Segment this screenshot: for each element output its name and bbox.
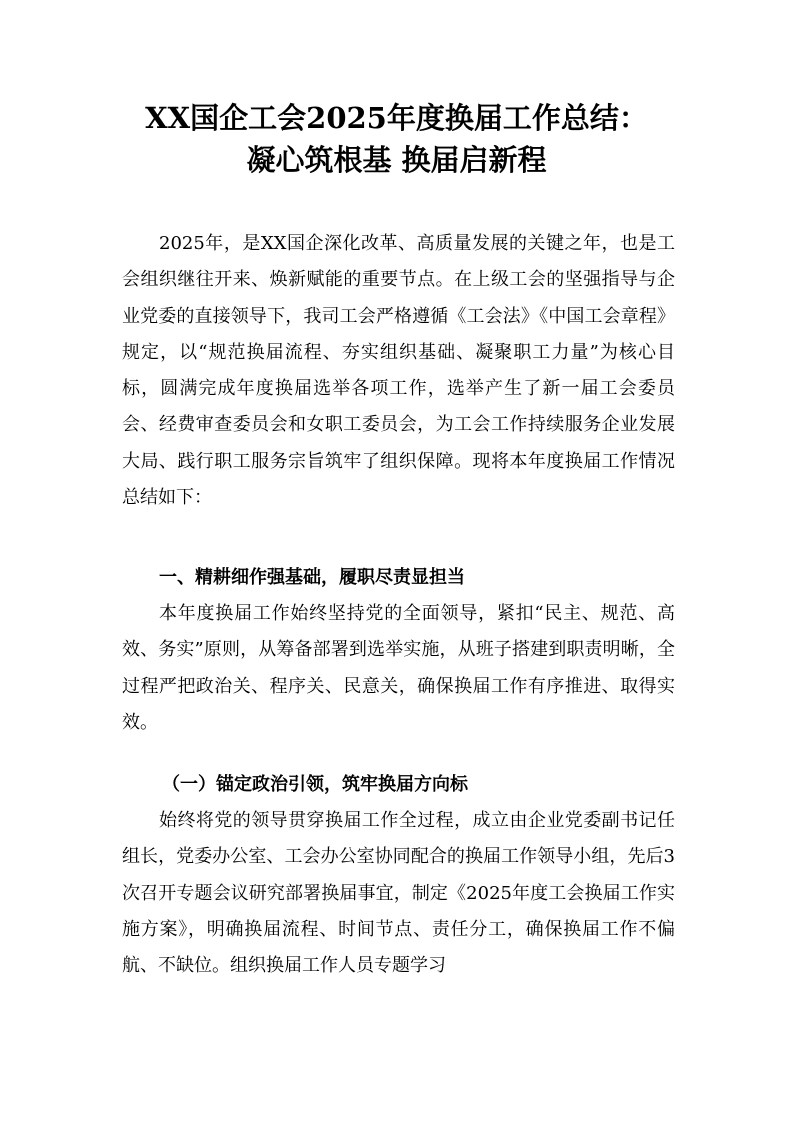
subsection-1-heading: （一）锚定政治引领，筑牢换届方向标 <box>162 774 468 795</box>
document-title-line-1: XX国企工会2025年度换届工作总结： <box>145 101 648 135</box>
section-1-paragraph: 本年度换届工作始终坚持党的全面领导，紧扣“民主、规范、高效、务实”原则，从筹备部署到选举实施，从班子搭建到职责明晰，全过程严把政治关、程序关、民意关，确保换届工作有序推进、取得实效。 <box>122 603 675 733</box>
document-title-line-2: 凝心筑根基 换届启新程 <box>246 143 547 177</box>
subsection-1-paragraph: 始终将党的领导贯穿换届工作全过程，成立由企业党委副书记任组长，党委办公室、工会办公室协同配合的换届工作领导小组，先后3次召开专题会议研究部署换届事宜，制定《2025年度工会换届工作实施方案》，明确换届流程、时间节点、责任分工，确保换届工作不偏航、不缺位。组织换届工作人员专题学习 <box>122 810 675 977</box>
intro-paragraph: 2025年，是XX国企深化改革、高质量发展的关键之年，也是工会组织继往开来、焕新赋能的重要节点。在上级工会的坚强指导与企业党委的直接领导下，我司工会严格遵循《工会法》《中国工会章程》规定，以“规范换届流程、夯实组织基础、凝聚职工力量”为核心目标，圆满完成年度换届选举各项工作，选举产生了新一届工会委员会、经费审查委员会和女职工委员会，为工会工作持续服务企业发展大局、践行职工服务宗旨筑牢了组织保障。现将本年度换届工作情况总结如下： <box>122 233 675 509</box>
section-1-heading: 一、精耕细作强基础，履职尽责显担当 <box>159 567 465 588</box>
